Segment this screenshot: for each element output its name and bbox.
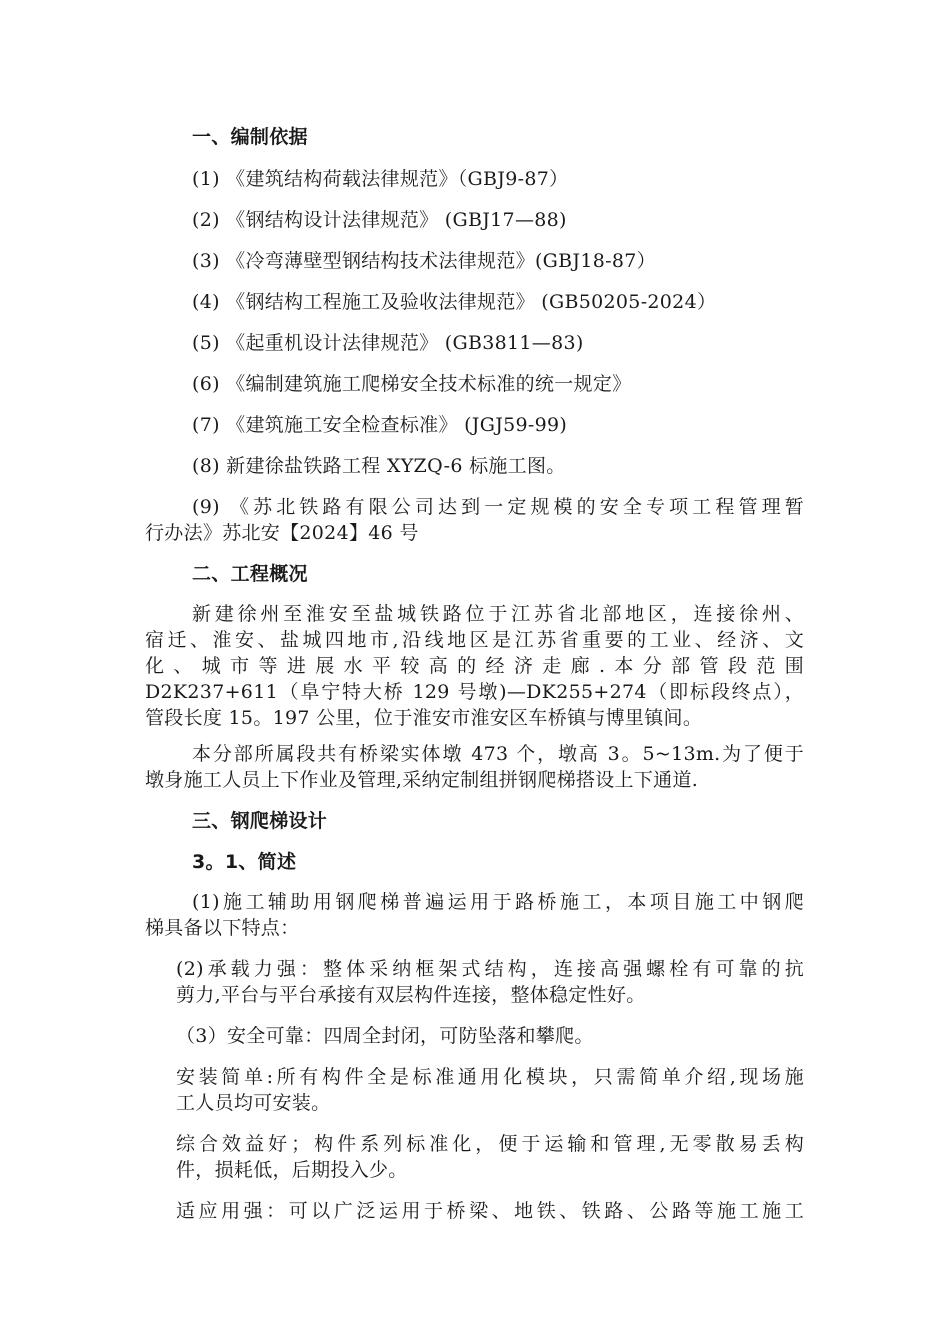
feature-paragraph-line: 适应用强：可以广泛运用于桥梁、地铁、铁路、公路等施工施工 (176, 1200, 804, 1222)
reference-item: (5) 《起重机设计法律规范》 (GB3811—83) (192, 332, 584, 354)
reference-item: (8) 新建徐盐铁路工程 XYZQ-6 标施工图。 (192, 455, 566, 477)
section-heading-basis: 一、编制依据 (192, 126, 308, 148)
feature-paragraph-line: 剪力,平台与平台承接有双层构件连接，整体稳定性好。 (176, 984, 646, 1006)
feature-paragraph-line: 件，损耗低，后期投入少。 (176, 1159, 408, 1181)
feature-paragraph-line: (2)承载力强：整体采纳框架式结构，连接高强螺栓有可靠的抗 (176, 958, 804, 980)
reference-item: (1) 《建筑结构荷载法律规范》（GBJ9-87） (192, 168, 569, 190)
feature-paragraph-line: 工人员均可安装。 (176, 1092, 331, 1114)
pier-paragraph-line: 墩身施工人员上下作业及管理,采纳定制组拼钢爬梯搭设上下通道. (145, 769, 699, 791)
section-heading-ladder-design: 三、钢爬梯设计 (192, 810, 328, 832)
pier-paragraph-line: 本分部所属段共有桥梁实体墩 473 个，墩高 3。5~13m.为了便于 (192, 743, 804, 765)
reference-item-9-line1: (9) 《苏北铁路有限公司达到一定规模的安全专项工程管理暂 (192, 496, 804, 518)
overview-paragraph-line: 管段长度 15。197 公里，位于淮安市淮安区车桥镇与博里镇间。 (145, 707, 703, 729)
feature-paragraph-line: （3）安全可靠：四周全封闭，可防坠落和攀爬。 (176, 1025, 594, 1047)
reference-item: (2) 《钢结构设计法律规范》 (GBJ17—88) (192, 209, 567, 231)
reference-item: (7) 《建筑施工安全检查标准》 (JGJ59-99) (192, 414, 568, 436)
reference-item: (3) 《冷弯薄壁型钢结构技术法律规范》(GBJ18-87） (192, 250, 656, 272)
overview-paragraph-line: 新建徐州至淮安至盐城铁路位于江苏省北部地区，连接徐州、 (192, 603, 804, 625)
subsection-heading-summary: 3。1、简述 (192, 851, 297, 873)
overview-paragraph-line: D2K237+611（阜宁特大桥 129 号墩)—DK255+274（即标段终点）， (145, 681, 804, 703)
feature-paragraph-line: 安装简单:所有构件全是标准通用化模块，只需简单介绍,现场施 (176, 1066, 804, 1088)
section-heading-overview: 二、工程概况 (192, 563, 308, 585)
overview-paragraph-line: 宿迁、淮安、盐城四地市,沿线地区是江苏省重要的工业、经济、文 (145, 629, 804, 651)
feature-paragraph-line: 综合效益好；构件系列标准化，便于运输和管理,无零散易丢构 (176, 1133, 804, 1155)
reference-item-9-line2: 行办法》苏北安【2024】46 号 (145, 522, 419, 544)
overview-paragraph-line: 化、城市等进展水平较高的经济走廊.本分部管段范围 (145, 655, 804, 677)
reference-item: (6) 《编制建筑施工爬梯安全技术标准的统一规定》 (192, 373, 632, 395)
reference-item: (4) 《钢结构工程施工及验收法律规范》 (GB50205-2024） (192, 291, 717, 313)
feature-paragraph-line: (1)施工辅助用钢爬梯普遍运用于路桥施工，本项目施工中钢爬 (192, 891, 804, 913)
feature-paragraph-line: 梯具备以下特点： (145, 917, 300, 939)
